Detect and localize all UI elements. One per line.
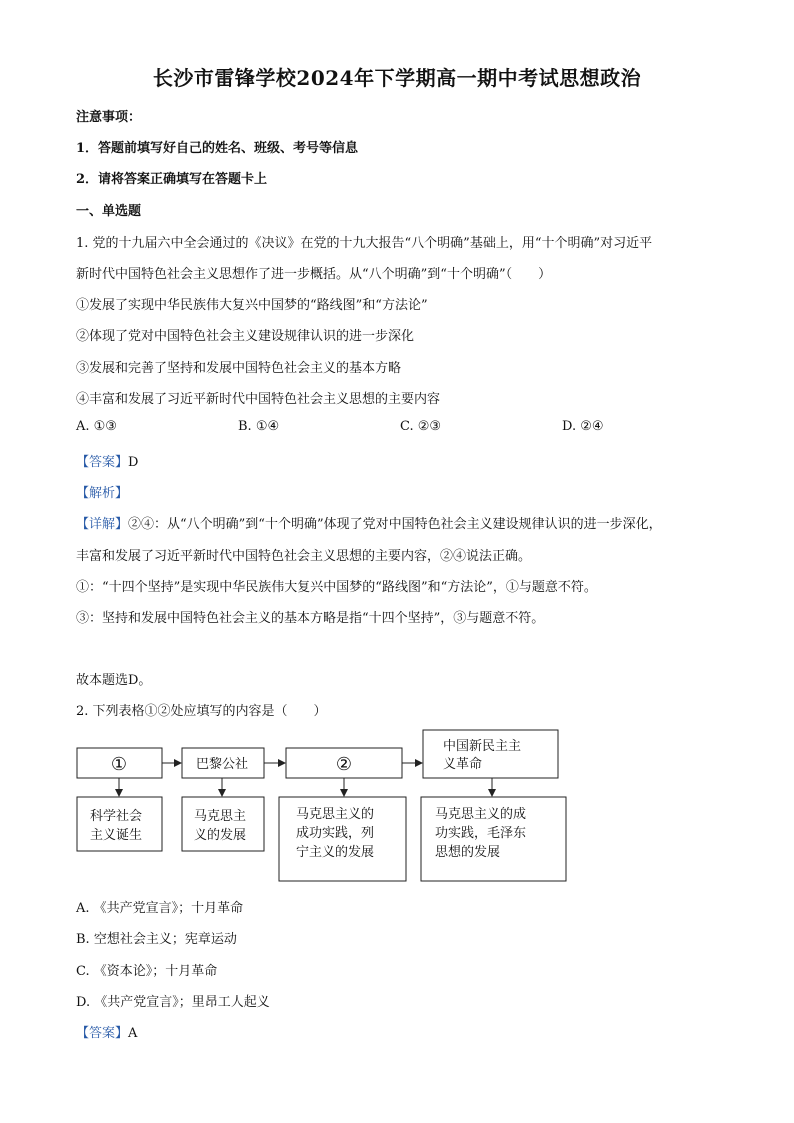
flow-bottom-1b: 主义诞生: [90, 828, 143, 843]
q2-option-c: C. 《资本论》；十月革命: [76, 964, 218, 979]
flow-bottom-2b: 义的发展: [194, 828, 247, 843]
q2-option-b: B. 空想社会主义；宪章运动: [76, 932, 237, 947]
q2-answer: [76, 1022, 137, 1041]
q1-stem-line-2: 新时代中国特色社会主义思想作了进一步概括。从“八个明确”到“十个明确”（ ）: [76, 267, 552, 282]
flow-bottom-4a: 马克思主义的成: [435, 807, 527, 822]
flow-top-4a: 中国新民主主: [443, 739, 522, 754]
notice-item-2: 2．请将答案正确填写在答题卡上: [76, 172, 268, 187]
detail-text: ②④：从“八个明确”到“十个明确”体现了党对中国特色社会主义建设规律认识的进一步深化，: [128, 517, 662, 532]
answer-value: D: [128, 455, 139, 470]
q1-option-b: B. ①④: [238, 419, 280, 434]
answer-tag: 【答案】: [76, 455, 129, 470]
q2-option-d: D. 《共产党宣言》；里昂工人起义: [76, 995, 270, 1010]
notice-item-1: 1．答题前填写好自己的姓名、班级、考号等信息: [76, 141, 359, 156]
q1-stem-line-1: 1. 党的十九届六中全会通过的《决议》在党的十九大报告“八个明确”基础上，用“十个明确”对习近平: [76, 236, 653, 251]
flow-bottom-2a: 马克思主: [194, 809, 247, 824]
q1-answer: [76, 451, 138, 470]
q1-option-d: D. ②④: [562, 419, 604, 434]
flow-bottom-4c: 思想的发展: [435, 845, 501, 860]
q2-stem: 2. 下列表格①②处应填写的内容是（ ）: [76, 704, 327, 719]
q1-note-1: ①：“十四个坚持”是实现中华民族伟大复兴中国梦的“路线图”和“方法论”，①与题意不符。: [76, 580, 597, 595]
notice-heading: 注意事项：: [76, 110, 142, 125]
q1-statement-3: ③发展和完善了坚持和发展中国特色社会主义的基本方略: [76, 361, 402, 376]
flow-top-1: ①: [110, 754, 128, 775]
q1-option-c: C. ②③: [400, 419, 442, 434]
q1-note-2: ③：坚持和发展中国特色社会主义的基本方略是指“十四个坚持”，③与题意不符。: [76, 611, 545, 626]
detail-tag: 【详解】: [76, 517, 129, 532]
q1-conclusion: 故本题选D。: [76, 673, 152, 688]
q1-statement-2: ②体现了党对中国特色社会主义建设规律认识的进一步深化: [76, 329, 415, 344]
flow-bottom-4b: 功实践，毛泽东: [435, 826, 527, 841]
analysis-tag: 【解析】: [76, 486, 129, 501]
flow-bottom-3c: 宁主义的发展: [296, 845, 375, 860]
flow-bottom-3a: 马克思主义的: [296, 807, 375, 822]
page-title: 长沙市雷锋学校2024年下学期高一期中考试思想政治: [152, 66, 642, 90]
answer-value: A: [128, 1026, 138, 1041]
q1-option-a: A. ①③: [76, 419, 117, 434]
flow-top-3: ②: [335, 754, 353, 775]
q2-option-a: A. 《共产党宣言》；十月革命: [76, 901, 244, 916]
answer-tag: 【答案】: [76, 1026, 129, 1041]
flow-bottom-1a: 科学社会: [90, 809, 143, 824]
q1-detail-line-2: 丰富和发展了习近平新时代中国特色社会主义思想的主要内容，②④说法正确。: [76, 549, 532, 564]
flow-top-2: 巴黎公社: [195, 757, 249, 772]
section-heading: 一、单选题: [76, 204, 142, 219]
flow-bottom-3b: 成功实践，列: [296, 826, 375, 841]
flow-top-4b: 义革命: [443, 757, 483, 772]
q1-detail-line-1: [76, 513, 662, 532]
q1-statement-4: ④丰富和发展了习近平新时代中国特色社会主义思想的主要内容: [76, 392, 441, 407]
q1-statement-1: ①发展了实现中华民族伟大复兴中国梦的“路线图”和“方法论”: [76, 298, 428, 313]
q2-flow-diagram: [0, 720, 794, 890]
